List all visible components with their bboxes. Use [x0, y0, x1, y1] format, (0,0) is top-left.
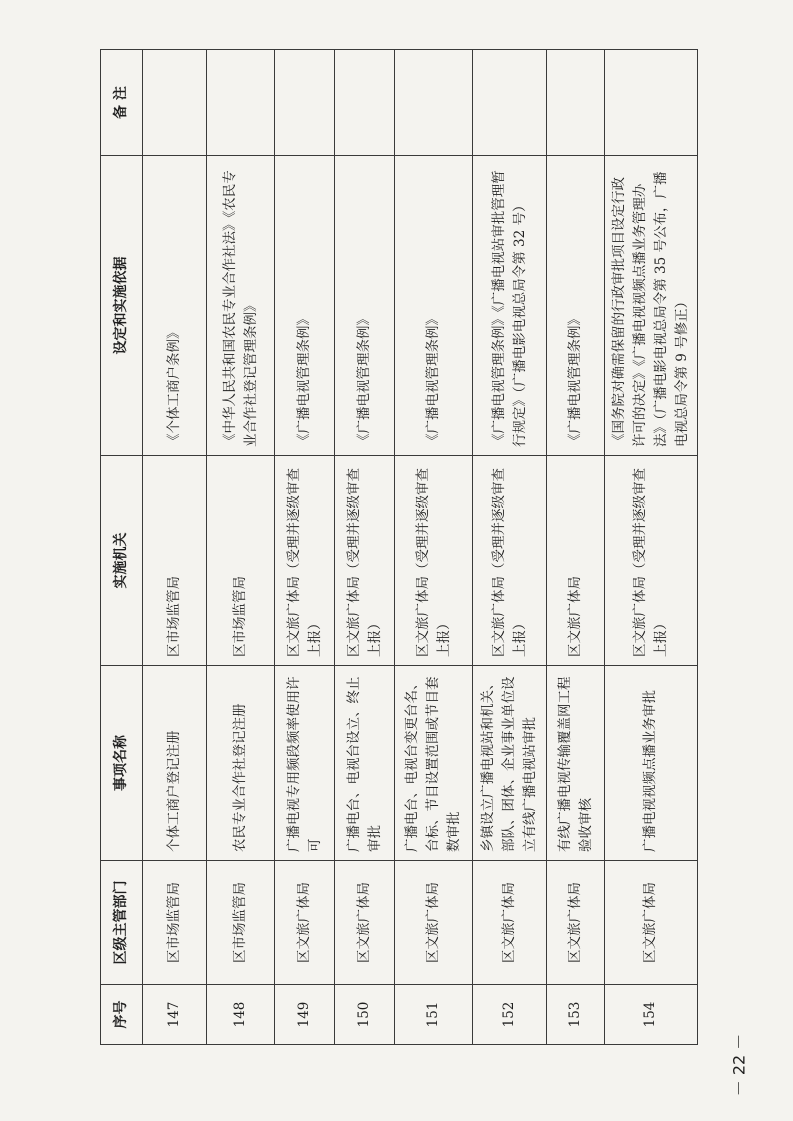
table-row [335, 50, 395, 1045]
cell-dept: 区市场监管局 [207, 861, 275, 985]
cell-name: 个体工商户登记注册 [143, 666, 207, 861]
cell-dept: 区文旅广体局 [335, 861, 395, 985]
cell-basis: 《广播电视管理条例》 [275, 156, 335, 456]
cell-basis: 《国务院对确需保留的行政审批项目设定行政许可的决定》《广播电视视频点播业务管理办法》（广播电影电视总局令第 35 号公布，广播电视总局令第 9 号修正） [605, 156, 698, 456]
cell-name: 农民专业合作社登记注册 [207, 666, 275, 861]
page-number-container [718, 1030, 758, 1100]
table-row [275, 50, 335, 1045]
cell-agency: 区文旅广体局（受理并逐级审查上报） [275, 456, 335, 666]
cell-agency: 区文旅广体局（受理并逐级审查上报） [395, 456, 473, 666]
cell-agency: 区市场监管局 [207, 456, 275, 666]
table-header-row [101, 50, 143, 1045]
cell-no: 154 [605, 985, 698, 1045]
cell-no: 147 [143, 985, 207, 1045]
cell-name: 广播电视专用频段频率使用许可 [275, 666, 335, 861]
table-row [473, 50, 547, 1045]
cell-name: 乡镇设立广播电视站和机关、部队、团体、企业事业单位设立有线广播电视站审批 [473, 666, 547, 861]
table-row [395, 50, 473, 1045]
cell-dept: 区文旅广体局 [547, 861, 605, 985]
cell-dept: 区文旅广体局 [605, 861, 698, 985]
cell-remark [207, 50, 275, 156]
cell-name: 广播电视视频点播业务审批 [605, 666, 698, 861]
cell-no: 151 [395, 985, 473, 1045]
table-row [605, 50, 698, 1045]
header-no: 序号 [101, 985, 143, 1045]
table-row [547, 50, 605, 1045]
cell-no: 150 [335, 985, 395, 1045]
cell-basis: 《广播电视管理条例》 [547, 156, 605, 456]
cell-remark [547, 50, 605, 156]
cell-basis: 《中华人民共和国农民专业合作社法》《农民专业合作社登记管理条例》 [207, 156, 275, 456]
header-remark: 备 注 [101, 50, 143, 156]
cell-agency: 区市场监管局 [143, 456, 207, 666]
cell-name: 广播电台、电视台设立、终止审批 [335, 666, 395, 861]
cell-name: 广播电台、电视台变更台名、台标、节目设置范围或节目套数审批 [395, 666, 473, 861]
cell-remark [143, 50, 207, 156]
cell-no: 149 [275, 985, 335, 1045]
cell-basis: 《广播电视管理条例》《广播电视站审批管理暂行规定》（广播电影电视总局令第 32 号） [473, 156, 547, 456]
cell-dept: 区文旅广体局 [473, 861, 547, 985]
cell-basis: 《广播电视管理条例》 [395, 156, 473, 456]
cell-basis: 《广播电视管理条例》 [335, 156, 395, 456]
cell-no: 153 [547, 985, 605, 1045]
cell-no: 152 [473, 985, 547, 1045]
cell-remark [335, 50, 395, 156]
page-number: － 22 － [729, 1033, 749, 1097]
cell-remark [275, 50, 335, 156]
header-basis: 设定和实施依据 [101, 156, 143, 456]
cell-agency: 区文旅广体局（受理并逐级审查上报） [335, 456, 395, 666]
cell-remark [605, 50, 698, 156]
cell-agency: 区文旅广体局（受理并逐级审查上报） [605, 456, 698, 666]
header-agency: 实施机关 [101, 456, 143, 666]
cell-dept: 区文旅广体局 [275, 861, 335, 985]
cell-name: 有线广播电视传输覆盖网工程验收审核 [547, 666, 605, 861]
cell-dept: 区文旅广体局 [395, 861, 473, 985]
cell-dept: 区市场监管局 [143, 861, 207, 985]
header-dept: 区级主管部门 [101, 861, 143, 985]
cell-agency: 区文旅广体局（受理并逐级审查上报） [473, 456, 547, 666]
cell-remark [473, 50, 547, 156]
cell-no: 148 [207, 985, 275, 1045]
table-row [143, 50, 207, 1045]
cell-basis: 《个体工商户条例》 [143, 156, 207, 456]
cell-agency: 区文旅广体局 [547, 456, 605, 666]
header-name: 事项名称 [101, 666, 143, 861]
table-row [207, 50, 275, 1045]
cell-remark [395, 50, 473, 156]
approval-items-table [100, 49, 698, 1045]
table-rotated-container [100, 50, 688, 1045]
